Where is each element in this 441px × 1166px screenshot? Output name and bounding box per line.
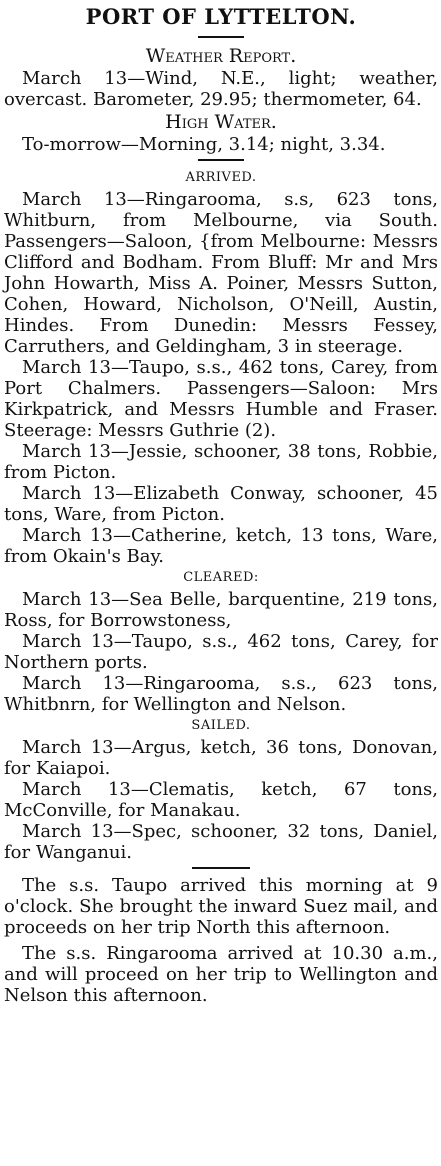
arrived-entry: March 13—Taupo, s.s., 462 tons, Carey, from Port Chalmers. Passengers—Saloon: Mrs Kirkpatrick, and Messrs Humble and Fraser. Steerage: Messrs Guthrie (2). [4,357,438,441]
high-water-text: To-morrow—Morning, 3.14; night, 3.34. [22,134,386,155]
weather-report-text: March 13—Wind, N.E., light; weather, overcast. Barometer, 29.95; thermometer, 64. [4,68,438,110]
sailed-heading: SAILED. [191,718,251,733]
arrived-entry: March 13—Elizabeth Conway, schooner, 45 tons, Ware, from Picton. [4,483,438,525]
arrived-entry: March 13—Jessie, schooner, 38 tons, Robbie, from Picton. [4,441,438,483]
weather-report-heading: Weather Report. [145,45,297,67]
cleared-entry: March 13—Sea Belle, barquentine, 219 tons, Ross, for Borrowstoness, [4,589,438,631]
cleared-heading: CLEARED: [183,570,259,585]
page-title: PORT OF LYTTELTON. [85,4,357,29]
title-divider [198,36,244,38]
shipping-note: The s.s. Taupo arrived this morning at 9 o'clock. She brought the inward Suez mail, and proceeds on her trip North this afternoon. [4,875,438,938]
sailed-entry: March 13—Spec, schooner, 32 tons, Daniel, for Wanganui. [4,821,438,863]
arrived-entry: March 13—Ringarooma, s.s, 623 tons, Whitburn, from Melbourne, via South. Passengers—Saloon, {from Melbourne: Messrs Clifford and Bodham. From Bluff: Mr and Mrs John Howarth, Miss A. Poiner, Messrs Sutton, Cohen, Howard, Nicholson, O'Neill, Austin, Hindes. From Dunedin: Messrs Fessey, Carruthers, and Geldingham, 3 in steerage. [4,189,438,357]
arrived-entry: March 13—Catherine, ketch, 13 tons, Ware, from Okain's Bay. [4,525,438,567]
arrived-heading: ARRIVED. [185,170,257,185]
notes-divider [192,867,250,869]
section-divider [198,159,244,161]
cleared-entry: March 13—Ringarooma, s.s., 623 tons, Whitbnrn, for Wellington and Nelson. [4,673,438,715]
high-water-heading: High Water. [165,111,277,133]
shipping-note: The s.s. Ringarooma arrived at 10.30 a.m., and will proceed on her trip to Wellington and Nelson this afternoon. [4,943,438,1006]
sailed-entry: March 13—Argus, ketch, 36 tons, Donovan, for Kaiapoi. [4,737,438,779]
sailed-entry: March 13—Clematis, ketch, 67 tons, McConville, for Manakau. [4,779,438,821]
cleared-entry: March 13—Taupo, s.s., 462 tons, Carey, for Northern ports. [4,631,438,673]
